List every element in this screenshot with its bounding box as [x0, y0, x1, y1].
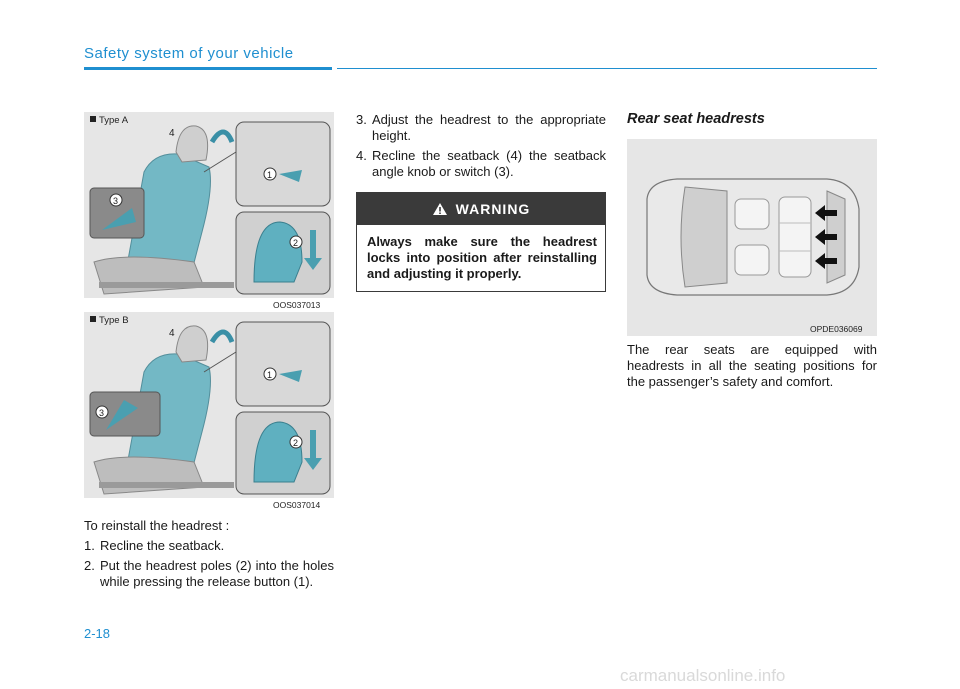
- rear-headrests-title: Rear seat headrests: [627, 111, 765, 127]
- reinstall-intro: To reinstall the headrest :: [84, 518, 230, 533]
- callout-4-b: 4: [169, 328, 175, 339]
- callout-3-a: 3: [113, 196, 119, 206]
- figure-type-a: [84, 112, 334, 298]
- figure-rear-seats: [627, 139, 877, 336]
- list-item: 4. Recline the seatback (4) the seatback angle knob or switch (3).: [356, 148, 606, 179]
- seat-illustration-b: [84, 312, 334, 498]
- section-title: Safety system of your vehicle: [84, 45, 294, 62]
- warning-header: [357, 193, 605, 225]
- figure-code-b: OOS037014: [273, 500, 321, 510]
- car-top-view-illustration: [627, 139, 877, 336]
- reinstall-instructions-continued: [356, 112, 606, 180]
- callout-2-b: 2: [293, 438, 299, 448]
- header-rule-thin: [337, 68, 877, 69]
- list-item: 3. Adjust the headrest to the appropriate height.: [356, 112, 606, 143]
- figure-type-b-label: Type B: [90, 315, 129, 326]
- figure-code-rear: OPDE036069: [810, 324, 863, 334]
- reinstall-instructions: [84, 518, 334, 590]
- callout-2-a: 2: [293, 238, 299, 248]
- figure-code-a: OOS037013: [273, 300, 321, 310]
- list-item: 2. Put the headrest poles (2) into the holes while pressing the release button (1).: [84, 558, 334, 589]
- callout-3-b: 3: [99, 408, 105, 418]
- warning-text: Always make sure the headrest locks into position after reinstalling and adjusting it properly.: [367, 234, 597, 281]
- callout-4-a: 4: [169, 128, 175, 139]
- header-rule-thick: [84, 67, 332, 70]
- figure-type-b: [84, 312, 334, 498]
- figure-type-a-label: Type A: [90, 115, 128, 126]
- callout-1-a: 1: [267, 170, 273, 180]
- callout-1-b: 1: [267, 370, 273, 380]
- rear-headrests-text: The rear seats are equipped with headrests in all the seating positions for the passenger’s safety and comfort.: [627, 342, 877, 389]
- watermark: carmanualsonline.info: [620, 666, 786, 685]
- warning-title: WARNING: [455, 201, 531, 217]
- seat-illustration-a: [84, 112, 334, 298]
- warning-triangle-icon: [432, 202, 448, 216]
- rear-headrest-arrows: [815, 205, 837, 269]
- page-number: 2-18: [84, 626, 111, 641]
- list-item: 1. Recline the seatback.: [84, 538, 225, 553]
- warning-box: [356, 192, 606, 292]
